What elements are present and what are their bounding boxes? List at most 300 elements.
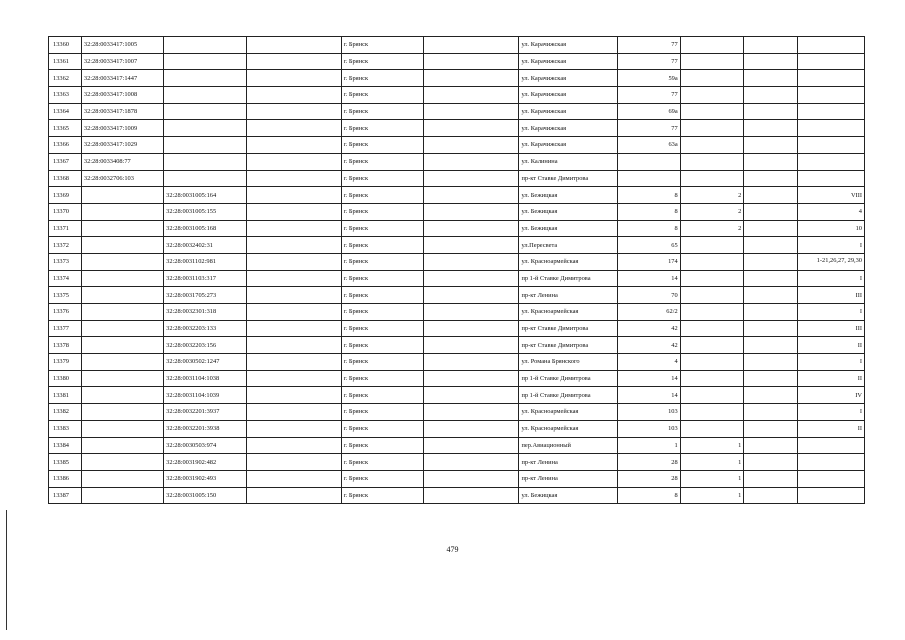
page-number: 479 — [446, 545, 459, 554]
cadastral-number-cell — [81, 470, 163, 487]
building-number-cell — [680, 404, 744, 421]
empty-cell — [744, 237, 798, 254]
empty-cell — [424, 103, 519, 120]
building-number-cell — [680, 53, 744, 70]
empty-cell — [744, 153, 798, 170]
row-number-cell: 13364 — [49, 103, 82, 120]
street-cell: ул. Романа Брянского — [519, 354, 618, 371]
empty-cell — [744, 337, 798, 354]
empty-cell — [744, 87, 798, 104]
building-number-cell — [680, 320, 744, 337]
city-cell: г. Брянск — [341, 187, 423, 204]
city-cell: г. Брянск — [341, 370, 423, 387]
premises-cadastral-cell: 32:28:0030503:974 — [164, 437, 247, 454]
building-number-cell — [680, 137, 744, 154]
city-cell: г. Брянск — [341, 404, 423, 421]
empty-cell — [744, 404, 798, 421]
street-cell: ул. Бежицкая — [519, 220, 618, 237]
building-number-cell — [680, 120, 744, 137]
empty-cell — [247, 37, 341, 54]
cadastral-number-cell: 32:28:0033417:1447 — [81, 70, 163, 87]
building-number-cell — [680, 420, 744, 437]
row-number-cell: 13384 — [49, 437, 82, 454]
empty-cell — [744, 103, 798, 120]
premises-cadastral-cell: 32:28:0031005:155 — [164, 203, 247, 220]
premises-cadastral-cell — [164, 137, 247, 154]
margin-rule — [6, 510, 7, 630]
empty-cell — [424, 53, 519, 70]
cadastral-number-cell — [81, 237, 163, 254]
house-number-cell: 8 — [618, 487, 681, 504]
premises-number-cell: III — [798, 320, 865, 337]
empty-cell — [424, 203, 519, 220]
building-number-cell — [680, 270, 744, 287]
house-number-cell: 14 — [618, 370, 681, 387]
empty-cell — [744, 487, 798, 504]
cadastral-number-cell — [81, 337, 163, 354]
building-number-cell — [680, 37, 744, 54]
premises-number-cell: I — [798, 404, 865, 421]
building-number-cell — [680, 337, 744, 354]
empty-cell — [424, 70, 519, 87]
table-row — [49, 253, 865, 270]
empty-cell — [247, 437, 341, 454]
row-number-cell: 13387 — [49, 487, 82, 504]
street-cell: пр 1-й Ставке Димитрова — [519, 270, 618, 287]
city-cell: г. Брянск — [341, 70, 423, 87]
empty-cell — [744, 387, 798, 404]
empty-cell — [247, 120, 341, 137]
building-number-cell — [680, 103, 744, 120]
premises-number-cell — [798, 37, 865, 54]
empty-cell — [424, 220, 519, 237]
city-cell: г. Брянск — [341, 270, 423, 287]
premises-number-cell: VIII — [798, 187, 865, 204]
empty-cell — [247, 370, 341, 387]
empty-cell — [424, 420, 519, 437]
empty-cell — [247, 53, 341, 70]
empty-cell — [424, 253, 519, 270]
empty-cell — [247, 153, 341, 170]
row-number-cell: 13382 — [49, 404, 82, 421]
cadastral-number-cell — [81, 287, 163, 304]
table-row — [49, 120, 865, 137]
house-number-cell: 70 — [618, 287, 681, 304]
city-cell: г. Брянск — [341, 203, 423, 220]
empty-cell — [424, 37, 519, 54]
empty-cell — [424, 304, 519, 321]
premises-cadastral-cell: 32:28:0031902:482 — [164, 454, 247, 471]
empty-cell — [744, 287, 798, 304]
building-number-cell: 1 — [680, 487, 744, 504]
empty-cell — [247, 203, 341, 220]
table-row — [49, 70, 865, 87]
premises-cadastral-cell: 32:28:0032203:156 — [164, 337, 247, 354]
premises-number-cell — [798, 120, 865, 137]
street-cell: ул. Бежицкая — [519, 203, 618, 220]
empty-cell — [424, 487, 519, 504]
row-number-cell: 13385 — [49, 454, 82, 471]
street-cell: ул. Карачижская — [519, 87, 618, 104]
empty-cell — [247, 87, 341, 104]
premises-cadastral-cell: 32:28:0032201:3938 — [164, 420, 247, 437]
street-cell: пр 1-й Ставке Димитрова — [519, 387, 618, 404]
cadastral-number-cell — [81, 454, 163, 471]
empty-cell — [247, 404, 341, 421]
building-number-cell — [680, 87, 744, 104]
street-cell: пр-кт Ставке Димитрова — [519, 320, 618, 337]
building-number-cell — [680, 237, 744, 254]
premises-cadastral-cell: 32:28:0031005:168 — [164, 220, 247, 237]
empty-cell — [424, 137, 519, 154]
city-cell: г. Брянск — [341, 454, 423, 471]
empty-cell — [744, 187, 798, 204]
row-number-cell: 13381 — [49, 387, 82, 404]
table-row — [49, 170, 865, 187]
house-number-cell: 8 — [618, 203, 681, 220]
row-number-cell: 13360 — [49, 37, 82, 54]
premises-cadastral-cell: 32:28:0031005:150 — [164, 487, 247, 504]
premises-number-cell: I — [798, 270, 865, 287]
premises-cadastral-cell: 32:28:0031705:273 — [164, 287, 247, 304]
empty-cell — [424, 270, 519, 287]
premises-cadastral-cell: 32:28:0030502:1247 — [164, 354, 247, 371]
table-row — [49, 237, 865, 254]
cadastral-number-cell: 32:28:0033408:77 — [81, 153, 163, 170]
house-number-cell: 28 — [618, 470, 681, 487]
row-number-cell: 13365 — [49, 120, 82, 137]
building-number-cell — [680, 287, 744, 304]
cadastral-number-cell — [81, 187, 163, 204]
table-row — [49, 103, 865, 120]
table-row — [49, 37, 865, 54]
house-number-cell: 103 — [618, 404, 681, 421]
empty-cell — [424, 470, 519, 487]
city-cell: г. Брянск — [341, 170, 423, 187]
street-cell: пр-кт Ставке Димитрова — [519, 337, 618, 354]
empty-cell — [744, 354, 798, 371]
city-cell: г. Брянск — [341, 37, 423, 54]
empty-cell — [424, 437, 519, 454]
table-row — [49, 187, 865, 204]
empty-cell — [424, 120, 519, 137]
empty-cell — [424, 237, 519, 254]
house-number-cell: 42 — [618, 320, 681, 337]
row-number-cell: 13373 — [49, 253, 82, 270]
building-number-cell — [680, 354, 744, 371]
empty-cell — [247, 220, 341, 237]
row-number-cell: 13375 — [49, 287, 82, 304]
city-cell: г. Брянск — [341, 287, 423, 304]
house-number-cell: 69а — [618, 103, 681, 120]
premises-cadastral-cell: 32:28:0032301:318 — [164, 304, 247, 321]
house-number-cell: 14 — [618, 270, 681, 287]
cadastral-number-cell: 32:28:0033417:1009 — [81, 120, 163, 137]
premises-cadastral-cell: 32:28:0031104:1038 — [164, 370, 247, 387]
table-row — [49, 53, 865, 70]
house-number-cell: 8 — [618, 187, 681, 204]
premises-cadastral-cell — [164, 170, 247, 187]
empty-cell — [247, 387, 341, 404]
registry-table — [48, 36, 865, 504]
building-number-cell — [680, 170, 744, 187]
premises-number-cell — [798, 70, 865, 87]
premises-number-cell — [798, 153, 865, 170]
row-number-cell: 13362 — [49, 70, 82, 87]
street-cell: пр-кт Ленина — [519, 470, 618, 487]
street-cell: ул. Карачижская — [519, 37, 618, 54]
street-cell: ул. Красноармейская — [519, 253, 618, 270]
premises-cadastral-cell: 32:28:0032203:133 — [164, 320, 247, 337]
row-number-cell: 13386 — [49, 470, 82, 487]
cadastral-number-cell — [81, 220, 163, 237]
cadastral-number-cell — [81, 404, 163, 421]
premises-cadastral-cell — [164, 103, 247, 120]
city-cell: г. Брянск — [341, 437, 423, 454]
row-number-cell: 13377 — [49, 320, 82, 337]
empty-cell — [744, 470, 798, 487]
cadastral-number-cell: 32:28:0033417:1878 — [81, 103, 163, 120]
cadastral-number-cell — [81, 320, 163, 337]
house-number-cell: 42 — [618, 337, 681, 354]
city-cell: г. Брянск — [341, 387, 423, 404]
row-number-cell: 13378 — [49, 337, 82, 354]
house-number-cell: 174 — [618, 253, 681, 270]
city-cell: г. Брянск — [341, 153, 423, 170]
street-cell: пр-кт Ленина — [519, 287, 618, 304]
premises-number-cell — [798, 470, 865, 487]
house-number-cell: 62/2 — [618, 304, 681, 321]
building-number-cell: 2 — [680, 220, 744, 237]
table-row — [49, 387, 865, 404]
table-row — [49, 487, 865, 504]
empty-cell — [744, 270, 798, 287]
row-number-cell: 13379 — [49, 354, 82, 371]
row-number-cell: 13374 — [49, 270, 82, 287]
city-cell: г. Брянск — [341, 487, 423, 504]
empty-cell — [247, 137, 341, 154]
cadastral-number-cell — [81, 387, 163, 404]
house-number-cell: 8 — [618, 220, 681, 237]
city-cell: г. Брянск — [341, 420, 423, 437]
empty-cell — [744, 203, 798, 220]
house-number-cell: 1 — [618, 437, 681, 454]
row-number-cell: 13383 — [49, 420, 82, 437]
street-cell: ул. Красноармейская — [519, 420, 618, 437]
table-row — [49, 370, 865, 387]
empty-cell — [744, 120, 798, 137]
premises-cadastral-cell — [164, 70, 247, 87]
premises-cadastral-cell: 32:28:0031103:317 — [164, 270, 247, 287]
table-row — [49, 354, 865, 371]
row-number-cell: 13367 — [49, 153, 82, 170]
empty-cell — [744, 320, 798, 337]
street-cell: ул. Карачижская — [519, 137, 618, 154]
empty-cell — [744, 370, 798, 387]
table-row — [49, 320, 865, 337]
empty-cell — [247, 70, 341, 87]
street-cell: пр-кт Ставке Димитрова — [519, 170, 618, 187]
building-number-cell — [680, 253, 744, 270]
empty-cell — [424, 337, 519, 354]
empty-cell — [424, 387, 519, 404]
street-cell: ул. Карачижская — [519, 53, 618, 70]
building-number-cell — [680, 304, 744, 321]
table-row — [49, 203, 865, 220]
premises-number-cell — [798, 87, 865, 104]
empty-cell — [744, 220, 798, 237]
premises-number-cell — [798, 487, 865, 504]
cadastral-number-cell — [81, 420, 163, 437]
cadastral-number-cell — [81, 304, 163, 321]
empty-cell — [744, 437, 798, 454]
premises-cadastral-cell — [164, 153, 247, 170]
table-row — [49, 437, 865, 454]
empty-cell — [424, 287, 519, 304]
building-number-cell: 1 — [680, 437, 744, 454]
empty-cell — [424, 370, 519, 387]
empty-cell — [744, 304, 798, 321]
empty-cell — [247, 454, 341, 471]
table-row — [49, 470, 865, 487]
premises-cadastral-cell: 32:28:0031005:164 — [164, 187, 247, 204]
row-number-cell: 13368 — [49, 170, 82, 187]
house-number-cell: 103 — [618, 420, 681, 437]
empty-cell — [247, 337, 341, 354]
empty-cell — [424, 404, 519, 421]
empty-cell — [247, 470, 341, 487]
premises-cadastral-cell — [164, 87, 247, 104]
building-number-cell: 1 — [680, 454, 744, 471]
row-number-cell: 13361 — [49, 53, 82, 70]
empty-cell — [247, 287, 341, 304]
city-cell: г. Брянск — [341, 53, 423, 70]
empty-cell — [424, 454, 519, 471]
empty-cell — [424, 153, 519, 170]
cadastral-number-cell — [81, 487, 163, 504]
empty-cell — [424, 187, 519, 204]
cadastral-number-cell — [81, 437, 163, 454]
cadastral-number-cell — [81, 270, 163, 287]
building-number-cell — [680, 70, 744, 87]
premises-number-cell — [798, 103, 865, 120]
building-number-cell: 1 — [680, 470, 744, 487]
city-cell: г. Брянск — [341, 253, 423, 270]
table-row — [49, 454, 865, 471]
house-number-cell: 28 — [618, 454, 681, 471]
table-row — [49, 420, 865, 437]
house-number-cell — [618, 153, 681, 170]
building-number-cell — [680, 153, 744, 170]
empty-cell — [247, 237, 341, 254]
empty-cell — [424, 170, 519, 187]
empty-cell — [424, 87, 519, 104]
house-number-cell: 4 — [618, 354, 681, 371]
street-cell: пр-кт Ленина — [519, 454, 618, 471]
building-number-cell: 2 — [680, 187, 744, 204]
row-number-cell: 13363 — [49, 87, 82, 104]
empty-cell — [744, 137, 798, 154]
house-number-cell: 65 — [618, 237, 681, 254]
street-cell: пр 1-й Ставке Димитрова — [519, 370, 618, 387]
city-cell: г. Брянск — [341, 354, 423, 371]
empty-cell — [247, 354, 341, 371]
house-number-cell: 59а — [618, 70, 681, 87]
street-cell: ул. Красноармейская — [519, 404, 618, 421]
empty-cell — [247, 187, 341, 204]
empty-cell — [247, 170, 341, 187]
empty-cell — [247, 253, 341, 270]
building-number-cell: 2 — [680, 203, 744, 220]
street-cell: ул. Карачижская — [519, 70, 618, 87]
table-row — [49, 337, 865, 354]
table-row — [49, 153, 865, 170]
building-number-cell — [680, 370, 744, 387]
city-cell: г. Брянск — [341, 237, 423, 254]
premises-number-cell: 10 — [798, 220, 865, 237]
empty-cell — [424, 320, 519, 337]
street-cell: ул. Бежицкая — [519, 187, 618, 204]
street-cell: ул. Красноармейская — [519, 304, 618, 321]
premises-cadastral-cell: 32:28:0032201:3937 — [164, 404, 247, 421]
premises-number-cell: II — [798, 370, 865, 387]
cadastral-number-cell: 32:28:0033417:1008 — [81, 87, 163, 104]
empty-cell — [247, 487, 341, 504]
street-cell: ул.Пересвета — [519, 237, 618, 254]
empty-cell — [247, 103, 341, 120]
premises-number-cell: III — [798, 287, 865, 304]
house-number-cell: 77 — [618, 37, 681, 54]
table-row — [49, 287, 865, 304]
table-row — [49, 220, 865, 237]
street-cell: ул. Калинина — [519, 153, 618, 170]
empty-cell — [744, 420, 798, 437]
city-cell: г. Брянск — [341, 137, 423, 154]
row-number-cell: 13371 — [49, 220, 82, 237]
empty-cell — [744, 170, 798, 187]
premises-cadastral-cell: 32:28:0031902:493 — [164, 470, 247, 487]
premises-number-cell — [798, 437, 865, 454]
premises-number-cell: II — [798, 337, 865, 354]
house-number-cell: 14 — [618, 387, 681, 404]
empty-cell — [424, 354, 519, 371]
city-cell: г. Брянск — [341, 304, 423, 321]
premises-number-cell: 1-21,26,27, 29,30 — [798, 253, 865, 270]
premises-number-cell: I — [798, 304, 865, 321]
empty-cell — [247, 320, 341, 337]
row-number-cell: 13369 — [49, 187, 82, 204]
empty-cell — [247, 420, 341, 437]
empty-cell — [744, 454, 798, 471]
table-row — [49, 304, 865, 321]
premises-cadastral-cell: 32:28:0032402:31 — [164, 237, 247, 254]
premises-number-cell — [798, 53, 865, 70]
cadastral-number-cell: 32:28:0032706:103 — [81, 170, 163, 187]
city-cell: г. Брянск — [341, 320, 423, 337]
cadastral-number-cell — [81, 370, 163, 387]
house-number-cell: 63а — [618, 137, 681, 154]
premises-cadastral-cell: 32:28:0031104:1039 — [164, 387, 247, 404]
premises-cadastral-cell — [164, 120, 247, 137]
row-number-cell: 13376 — [49, 304, 82, 321]
premises-cadastral-cell — [164, 37, 247, 54]
premises-number-cell — [798, 454, 865, 471]
street-cell: ул. Карачижская — [519, 103, 618, 120]
premises-cadastral-cell — [164, 53, 247, 70]
city-cell: г. Брянск — [341, 103, 423, 120]
table-row — [49, 270, 865, 287]
premises-number-cell — [798, 170, 865, 187]
